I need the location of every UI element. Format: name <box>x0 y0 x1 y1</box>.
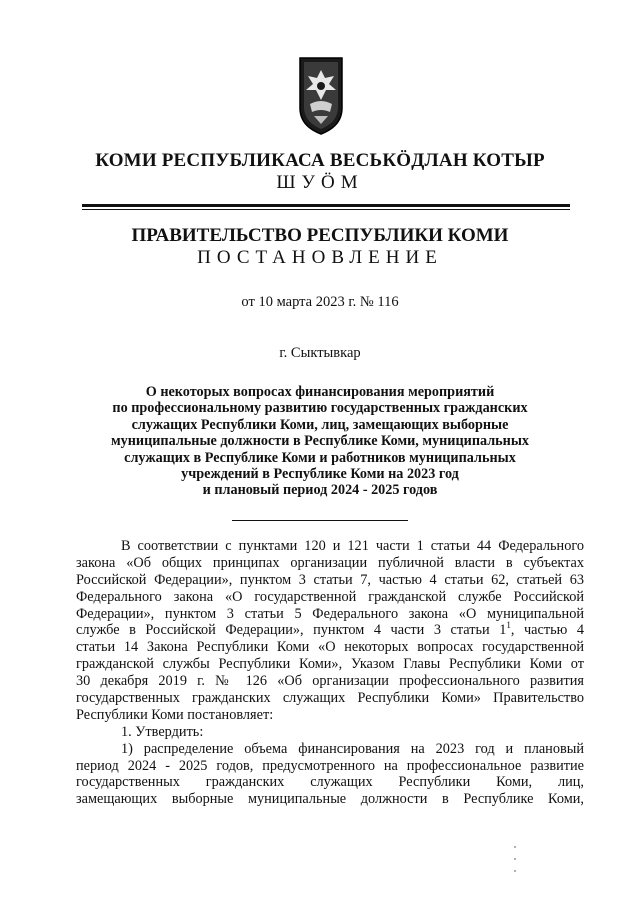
item-1-1-line: 1) распределение объема финансирования на 2023 год и плановый <box>121 740 584 757</box>
document-city: г. Сыктывкар <box>279 345 361 361</box>
decree-subtitle: ПОСТАНОВЛЕНИЕ <box>197 247 443 268</box>
heading-line: муниципальные должности в Республике Коми, муниципальных <box>110 433 530 450</box>
document-date-number: от 10 марта 2023 г. № 116 <box>241 294 399 310</box>
komi-coat-of-arms-icon <box>296 56 346 136</box>
superscript: 1 <box>506 620 511 631</box>
body-line <box>76 622 584 639</box>
item-1-1-line: период 2024 - 2025 годов, предусмотренного на профессиональное развитие <box>76 757 584 774</box>
body-line: гражданской службы Республики Коми», Указом Главы Республики Коми от <box>76 656 584 673</box>
komi-decree-subtitle: ШУӦМ <box>276 172 364 193</box>
heading-line: служащих Республики Коми, лиц, замещающих выборные <box>131 416 509 433</box>
heading-line: О некоторых вопросах финансирования мероприятий <box>145 384 495 400</box>
body-line: Федерации», пунктом 3 статьи 5 Федерального закона «О муниципальной <box>76 605 584 622</box>
heading-underline <box>232 520 408 521</box>
body-line: статьи 14 Закона Республики Коми «О некоторых вопросах государственной <box>76 639 584 656</box>
body-line: Республики Коми постановляет: <box>76 706 274 723</box>
header-rule-thick <box>82 204 570 207</box>
body-line: Российской Федерации», пунктом 3 статьи 7, частью 4 статьи 62, статьей 63 <box>76 571 584 588</box>
document-body <box>76 538 584 808</box>
scan-speck <box>514 870 516 872</box>
item-1-1-line: замещающих выборные муниципальные должности в Республике Коми, <box>76 791 584 808</box>
body-line-part: , частью 4 <box>510 622 585 639</box>
scan-speck <box>514 858 516 860</box>
body-line: закона «Об общих принципах организации публичной власти в субъектах <box>76 554 584 571</box>
body-line-part: службе в Российской Федерации», пунктом 4 части 3 статьи 1 <box>76 622 507 639</box>
body-line: Федерального закона «О государственной гражданской службе Российской <box>76 588 584 605</box>
body-line: В соответствии с пунктами 120 и 121 части 1 статьи 44 Федерального <box>121 538 584 554</box>
heading-line: учреждений в Республике Коми на 2023 год <box>181 466 459 483</box>
heading-line: по профессиональному развитию государственных гражданских <box>112 400 528 417</box>
item-1: 1. Утвердить: <box>121 723 204 740</box>
komi-government-title: КОМИ РЕСПУБЛИКАСА ВЕСЬКӦДЛАН КОТЫР <box>95 150 545 171</box>
document-heading <box>90 384 550 499</box>
body-line: государственных гражданских служащих Республики Коми» Правительство <box>76 690 584 707</box>
header-rule-thin <box>82 209 570 210</box>
scan-speck <box>514 846 516 848</box>
heading-line: служащих в Республике Коми и работников муниципальных <box>124 449 516 466</box>
body-line: 30 декабря 2019 г. № 126 «Об организации профессионального развития <box>76 673 584 690</box>
government-title: ПРАВИТЕЛЬСТВО РЕСПУБЛИКИ КОМИ <box>131 225 509 246</box>
heading-line: и плановый период 2024 - 2025 годов <box>202 482 438 499</box>
item-1-1-line: государственных гражданских служащих Республики Коми, лиц, <box>76 774 584 791</box>
